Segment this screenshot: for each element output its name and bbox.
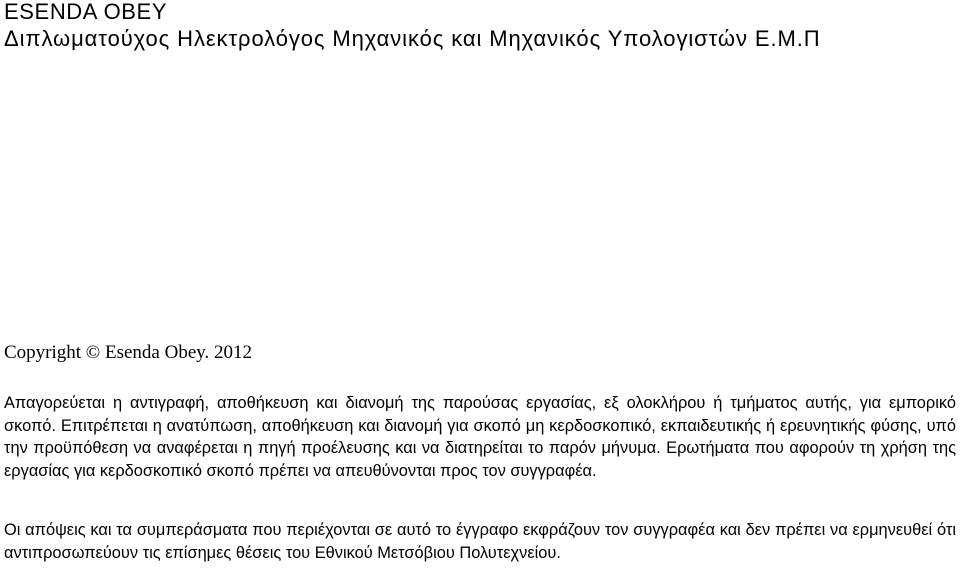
disclaimer-paragraph: Οι απόψεις και τα συμπεράσματα που περιέχονται σε αυτό το έγγραφο εκφράζουν τον συγγραφέα και δεν πρέπει να ερμηνευθεί ότι αντιπροσωπεύουν τις επίσημες θέσεις του Εθνικού Μετσόβιου Πολυτεχνείου.: [4, 521, 956, 562]
author-degree: Διπλωματούχος Ηλεκτρολόγος Μηχανικός και Μηχανικός Υπολογιστών Ε.Μ.Π: [4, 26, 821, 51]
copyright-notice: Copyright © Esenda Obey. 2012: [4, 342, 253, 363]
rights-paragraph: Απαγορεύεται η αντιγραφή, αποθήκευση και διανομή της παρούσας εργασίας, εξ ολοκλήρου ή τμήματος αυτής, για εμπορικό σκοπό. Επιτρέπεται η ανατύπωση, αποθήκευση και διανομή για σκοπό μη κερδοσκοπικό, εκπαιδευτικής ή ερευνητικής φύσης, υπό την προϋπόθεση να αναφέρεται η πηγή προέλευσης και να διατηρείται το παρόν μήνυμα. Ερωτήματα που αφορούν τη χρήση της εργασίας για κερδοσκοπικό σκοπό πρέπει να απευθύνονται προς τον συγγραφέα.: [4, 394, 956, 481]
author-name: ESENDA OBEY: [4, 0, 168, 24]
